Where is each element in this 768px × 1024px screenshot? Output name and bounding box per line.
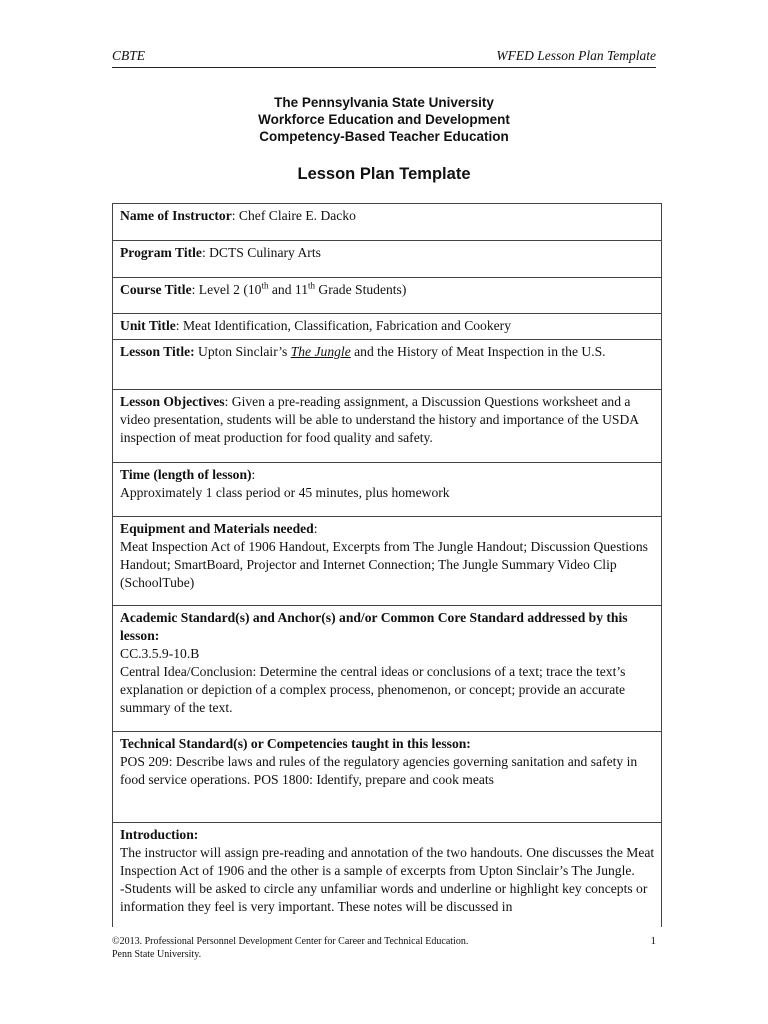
instructor-value: : Chef Claire E. Dacko [231,208,356,223]
unit-value: : Meat Identification, Classification, Fabrication and Cookery [175,318,512,333]
intro-paragraph-2: -Students will be asked to circle any unfamiliar words and underline or highlight key concepts or information they feel is very important. These notes will be discussed in [120,881,648,914]
row-objectives [113,390,661,463]
row-introduction [113,823,661,927]
row-time [113,463,661,517]
page-number: 1 [650,935,656,947]
equipment-colon: : [313,521,318,536]
institution-titles [0,94,768,145]
instructor-label: Name of Instructor [120,208,232,223]
course-value-c: Grade Students) [315,282,407,297]
lesson-title-value-b: and the History of Meat Inspection in the U.S. [350,344,606,359]
course-value-a: : Level 2 (10 [191,282,262,297]
objectives-label: Lesson Objectives [120,394,225,409]
program-name: Competency-Based Teacher Education [259,129,509,144]
university-name: The Pennsylvania State University [274,95,494,110]
technical-value: POS 209: Describe laws and rules of the regulatory agencies governing sanitation and safety in food service operations. POS 1800: Identify, prepare and cook meats [120,754,638,787]
page-title: Lesson Plan Template [297,165,471,183]
department-name: Workforce Education and Development [258,112,510,127]
row-program [113,241,661,278]
intro-label: Introduction: [120,827,199,842]
equipment-label: Equipment and Materials needed [120,521,314,536]
academic-code: CC.3.5.9-10.B [120,646,200,661]
time-value: Approximately 1 class period or 45 minutes, plus homework [120,485,450,500]
technical-label: Technical Standard(s) or Competencies taught in this lesson: [120,736,471,751]
course-sup-1: th [261,280,269,291]
page-header [112,48,656,68]
equipment-value: Meat Inspection Act of 1906 Handout, Excerpts from The Jungle Handout; Discussion Questions Handout; SmartBoard, Projector and Internet Connection; The Jungle Summary Video Clip (SchoolTube) [120,539,648,590]
row-course [113,278,661,314]
unit-label: Unit Title [120,318,176,333]
row-instructor [113,204,661,241]
time-label: Time (length of lesson) [120,467,252,482]
page-footer [112,935,656,961]
row-equipment [113,517,661,606]
course-sup-2: th [308,280,316,291]
lesson-plan-table [112,203,662,927]
book-title-link[interactable]: The Jungle [290,344,351,359]
lesson-title-label: Lesson Title: [120,344,195,359]
row-academic-standards [113,606,661,732]
program-label: Program Title [120,245,202,260]
academic-label: Academic Standard(s) and Anchor(s) and/or Common Core Standard addressed by this lesson: [120,610,628,643]
course-label: Course Title [120,282,192,297]
time-colon: : [251,467,256,482]
objectives-value: : Given a pre-reading assignment, a Discussion Questions worksheet and a video presentation, students will be able to understand the history and importance of the USDA inspection of meat production for food quality and safety. [120,394,639,445]
academic-value: Central Idea/Conclusion: Determine the central ideas or conclusions of a text; trace the text’s explanation or depiction of a complex process, phenomenon, or concept; provide an accurate summary of the text. [120,664,626,715]
intro-paragraph-1: The instructor will assign pre-reading and annotation of the two handouts. One discusses the Meat Inspection Act of 1906 and the other is a sample of excerpts from Upton Sinclair’s The Jungle. [120,845,655,878]
course-value-b: and 11 [268,282,308,297]
row-unit [113,314,661,340]
row-technical-standards [113,732,661,823]
footer-copyright: ©2013. Professional Personnel Development Center for Career and Technical Education. [112,936,469,947]
header-right: WFED Lesson Plan Template [496,48,656,63]
header-left: CBTE [112,48,146,63]
footer-university: Penn State University. [112,949,202,960]
row-lesson-title [113,340,661,390]
program-value: : DCTS Culinary Arts [201,245,321,260]
lesson-title-value-a: Upton Sinclair’s [194,344,291,359]
